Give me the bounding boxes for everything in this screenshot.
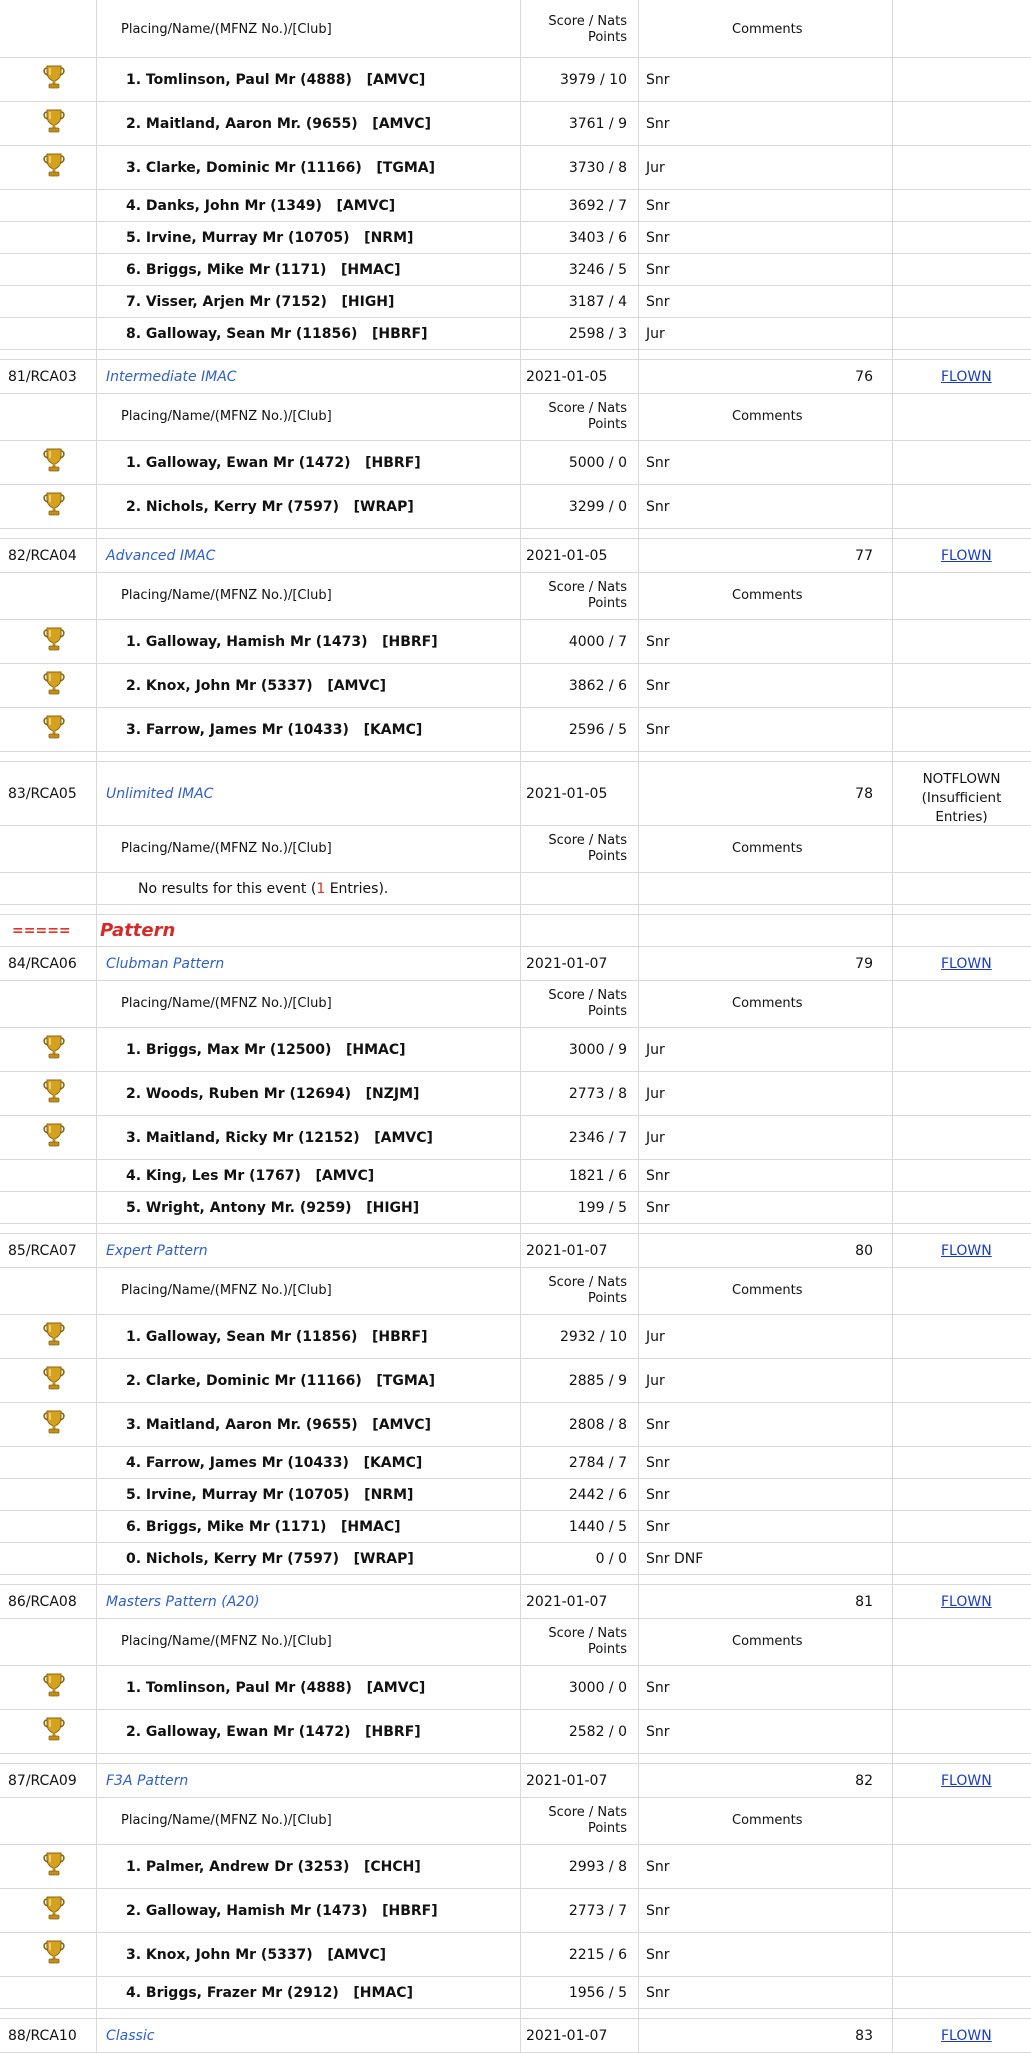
score-value: 3299 / 0 [568, 499, 627, 515]
class-value: Snr [646, 722, 670, 738]
event-row [0, 1764, 1031, 1798]
event-code: 88/RCA10 [8, 2028, 77, 2044]
class-value: Snr [646, 1859, 670, 1875]
class-value: Snr [646, 1947, 670, 1963]
trophy-icon [42, 1895, 66, 1921]
result-row [0, 708, 1031, 752]
comments-column-label: Comments [732, 996, 803, 1011]
event-title-link[interactable]: Clubman Pattern [106, 956, 225, 972]
result-row [0, 102, 1031, 146]
competitor-name: 8. Galloway, Sean Mr (11856) [HBRF] [126, 326, 428, 342]
score-value: 2932 / 10 [559, 1329, 627, 1345]
competitor-name: 7. Visser, Arjen Mr (7152) [HIGH] [126, 294, 395, 310]
competitor-name: 4. Farrow, James Mr (10433) [KAMC] [126, 1455, 423, 1471]
competitor-name: 4. King, Les Mr (1767) [AMVC] [126, 1168, 375, 1184]
score-value: 2598 / 3 [568, 326, 627, 342]
competitor-name: 1. Briggs, Max Mr (12500) [HMAC] [126, 1042, 406, 1058]
score-value: 2773 / 7 [568, 1903, 627, 1919]
result-row [0, 1479, 1031, 1511]
score-column-label [517, 14, 627, 46]
result-row [0, 318, 1031, 350]
score-label-line-1: Score / Nats [548, 401, 627, 416]
score-label-line-2: Points [587, 1642, 627, 1657]
trophy-icon [42, 64, 66, 90]
event-number: 80 [855, 1243, 873, 1259]
comments-column-label: Comments [732, 841, 803, 856]
flown-link[interactable]: FLOWN [941, 1773, 992, 1789]
result-row [0, 222, 1031, 254]
comments-column-label: Comments [732, 588, 803, 603]
event-date: 2021-01-05 [526, 548, 608, 564]
class-value: Snr [646, 1519, 670, 1535]
column-header-row [0, 1798, 1031, 1845]
event-title-link[interactable]: Masters Pattern (A20) [106, 1594, 260, 1610]
event-code: 83/RCA05 [8, 786, 77, 802]
event-date: 2021-01-07 [526, 956, 608, 972]
event-title-link[interactable]: F3A Pattern [106, 1773, 189, 1789]
class-value: Jur [646, 1086, 665, 1102]
placing-column-label: Placing/Name/(MFNZ No.)/[Club] [121, 1283, 332, 1298]
flown-link[interactable]: FLOWN [941, 369, 992, 385]
result-row [0, 1359, 1031, 1403]
comments-column-label: Comments [732, 1634, 803, 1649]
class-value: Snr [646, 1455, 670, 1471]
score-value: 5000 / 0 [568, 455, 627, 471]
class-value: Snr [646, 294, 670, 310]
event-code: 81/RCA03 [8, 369, 77, 385]
result-row [0, 1160, 1031, 1192]
comments-column-label: Comments [732, 1283, 803, 1298]
class-value: Snr [646, 1487, 670, 1503]
competitor-name: 2. Maitland, Aaron Mr. (9655) [AMVC] [126, 116, 431, 132]
competitor-name: 4. Danks, John Mr (1349) [AMVC] [126, 198, 396, 214]
competitor-name: 1. Galloway, Sean Mr (11856) [HBRF] [126, 1329, 428, 1345]
event-status [892, 770, 1031, 827]
score-label-line-2: Points [587, 596, 627, 611]
competitor-name: 1. Palmer, Andrew Dr (3253) [CHCH] [126, 1859, 421, 1875]
score-value: 2773 / 8 [568, 1086, 627, 1102]
result-row [0, 1028, 1031, 1072]
column-header-row [0, 1619, 1031, 1666]
event-code: 84/RCA06 [8, 956, 77, 972]
trophy-icon [42, 1851, 66, 1877]
class-value: Snr [646, 230, 670, 246]
result-row [0, 1666, 1031, 1710]
no-results-message [138, 881, 388, 897]
result-row [0, 1889, 1031, 1933]
score-value: 3862 / 6 [568, 678, 627, 694]
class-value: Jur [646, 326, 665, 342]
class-value: Snr [646, 455, 670, 471]
trophy-icon [42, 1365, 66, 1391]
class-value: Snr DNF [646, 1551, 704, 1567]
competitor-name: 2. Knox, John Mr (5337) [AMVC] [126, 678, 386, 694]
event-date: 2021-01-07 [526, 2028, 608, 2044]
event-number: 78 [855, 786, 873, 802]
result-row [0, 1116, 1031, 1160]
event-date: 2021-01-07 [526, 1773, 608, 1789]
placing-column-label: Placing/Name/(MFNZ No.)/[Club] [121, 588, 332, 603]
trophy-icon [42, 1321, 66, 1347]
class-value: Snr [646, 1680, 670, 1696]
trophy-icon [42, 1409, 66, 1435]
competitor-name: 5. Wright, Antony Mr. (9259) [HIGH] [126, 1200, 420, 1216]
placing-column-label: Placing/Name/(MFNZ No.)/[Club] [121, 409, 332, 424]
class-value: Snr [646, 116, 670, 132]
event-row [0, 539, 1031, 573]
flown-link[interactable]: FLOWN [941, 2028, 992, 2044]
event-row [0, 1234, 1031, 1268]
score-value: 2885 / 9 [568, 1373, 627, 1389]
competitor-name: 2. Galloway, Hamish Mr (1473) [HBRF] [126, 1903, 438, 1919]
column-header-row [0, 826, 1031, 873]
score-label-line-1: Score / Nats [548, 833, 627, 848]
event-number: 77 [855, 548, 873, 564]
competitor-name: 2. Galloway, Ewan Mr (1472) [HBRF] [126, 1724, 421, 1740]
event-date: 2021-01-07 [526, 1594, 608, 1610]
class-value: Jur [646, 1130, 665, 1146]
score-value: 1440 / 5 [568, 1519, 627, 1535]
no-results-pre: No results for this event ( [138, 881, 317, 897]
score-value: 3730 / 8 [568, 160, 627, 176]
result-row [0, 441, 1031, 485]
score-value: 2215 / 6 [568, 1947, 627, 1963]
score-value: 3246 / 5 [568, 262, 627, 278]
event-title-link[interactable]: Expert Pattern [106, 1243, 208, 1259]
trophy-icon [42, 670, 66, 696]
placing-column-label: Placing/Name/(MFNZ No.)/[Club] [121, 22, 332, 37]
result-row [0, 664, 1031, 708]
event-title-link[interactable]: Intermediate IMAC [106, 369, 237, 385]
competitor-name: 4. Briggs, Frazer Mr (2912) [HMAC] [126, 1985, 413, 2001]
event-title-link[interactable]: Unlimited IMAC [106, 786, 214, 802]
competitor-name: 6. Briggs, Mike Mr (1171) [HMAC] [126, 1519, 401, 1535]
score-label-line-1: Score / Nats [548, 1805, 627, 1820]
event-code: 85/RCA07 [8, 1243, 77, 1259]
trophy-icon [42, 491, 66, 517]
result-row [0, 1447, 1031, 1479]
score-value: 0 / 0 [595, 1551, 627, 1567]
score-label-line-2: Points [587, 1004, 627, 1019]
result-row [0, 1710, 1031, 1754]
flown-link[interactable]: FLOWN [941, 1243, 992, 1259]
score-value: 2596 / 5 [568, 722, 627, 738]
score-label-line-2: Points [587, 849, 627, 864]
score-column-label [517, 1275, 627, 1307]
trophy-icon [42, 108, 66, 134]
trophy-icon [42, 1078, 66, 1104]
result-row [0, 1933, 1031, 1977]
competitor-name: 2. Woods, Ruben Mr (12694) [NZJM] [126, 1086, 420, 1102]
class-value: Snr [646, 499, 670, 515]
trophy-icon [42, 1672, 66, 1698]
score-value: 2346 / 7 [568, 1130, 627, 1146]
flown-link[interactable]: FLOWN [941, 548, 992, 564]
score-value: 3761 / 9 [568, 116, 627, 132]
section-title: Pattern [100, 920, 176, 941]
class-value: Jur [646, 1373, 665, 1389]
class-value: Snr [646, 1417, 670, 1433]
score-label-line-2: Points [587, 1291, 627, 1306]
event-title-link[interactable]: Advanced IMAC [106, 548, 216, 564]
trophy-icon [42, 714, 66, 740]
competitor-name: 1. Tomlinson, Paul Mr (4888) [AMVC] [126, 1680, 426, 1696]
placing-column-label: Placing/Name/(MFNZ No.)/[Club] [121, 996, 332, 1011]
class-value: Snr [646, 678, 670, 694]
event-date: 2021-01-05 [526, 369, 608, 385]
comments-column-label: Comments [732, 22, 803, 37]
trophy-icon [42, 626, 66, 652]
result-row [0, 1403, 1031, 1447]
class-value: Snr [646, 1168, 670, 1184]
score-value: 3979 / 10 [559, 72, 627, 88]
trophy-icon [42, 1034, 66, 1060]
score-value: 3403 / 6 [568, 230, 627, 246]
placing-column-label: Placing/Name/(MFNZ No.)/[Club] [121, 1634, 332, 1649]
event-row [0, 947, 1031, 981]
score-column-label [517, 580, 627, 612]
class-value: Jur [646, 1042, 665, 1058]
placing-column-label: Placing/Name/(MFNZ No.)/[Club] [121, 1813, 332, 1828]
no-results-row [0, 873, 1031, 905]
event-row [0, 1585, 1031, 1619]
score-column-label [517, 1805, 627, 1837]
score-value: 199 / 5 [577, 1200, 627, 1216]
score-label-line-1: Score / Nats [548, 988, 627, 1003]
score-label-line-2: Points [587, 1821, 627, 1836]
no-results-post: Entries). [325, 881, 389, 897]
result-row [0, 1511, 1031, 1543]
event-number: 82 [855, 1773, 873, 1789]
event-number: 79 [855, 956, 873, 972]
result-row [0, 485, 1031, 529]
result-row [0, 620, 1031, 664]
spacer-row [0, 350, 1031, 360]
class-value: Snr [646, 1903, 670, 1919]
class-value: Snr [646, 1724, 670, 1740]
column-header-row [0, 0, 1031, 58]
spacer-row [0, 1575, 1031, 1585]
event-code: 86/RCA08 [8, 1594, 77, 1610]
score-value: 4000 / 7 [568, 634, 627, 650]
competitor-name: 2. Clarke, Dominic Mr (11166) [TGMA] [126, 1373, 435, 1389]
result-row [0, 1845, 1031, 1889]
class-value: Snr [646, 72, 670, 88]
score-label-line-1: Score / Nats [548, 14, 627, 29]
spacer-row [0, 905, 1031, 915]
competitor-name: 3. Maitland, Aaron Mr. (9655) [AMVC] [126, 1417, 431, 1433]
score-value: 2442 / 6 [568, 1487, 627, 1503]
score-label-line-1: Score / Nats [548, 1626, 627, 1641]
competitor-name: 3. Maitland, Ricky Mr (12152) [AMVC] [126, 1130, 433, 1146]
score-value: 2808 / 8 [568, 1417, 627, 1433]
competitor-name: 5. Irvine, Murray Mr (10705) [NRM] [126, 1487, 414, 1503]
result-row [0, 286, 1031, 318]
spacer-row [0, 529, 1031, 539]
column-header-row [0, 981, 1031, 1028]
score-column-label [517, 1626, 627, 1658]
column-header-row [0, 1268, 1031, 1315]
class-value: Jur [646, 1329, 665, 1345]
event-row [0, 2019, 1031, 2053]
score-value: 3000 / 9 [568, 1042, 627, 1058]
result-row [0, 1977, 1031, 2009]
score-value: 2993 / 8 [568, 1859, 627, 1875]
result-row [0, 190, 1031, 222]
score-value: 2582 / 0 [568, 1724, 627, 1740]
result-row [0, 58, 1031, 102]
competitor-name: 5. Irvine, Murray Mr (10705) [NRM] [126, 230, 414, 246]
event-number: 81 [855, 1594, 873, 1610]
trophy-icon [42, 447, 66, 473]
class-value: Snr [646, 198, 670, 214]
event-date: 2021-01-05 [526, 786, 608, 802]
result-row [0, 1315, 1031, 1359]
class-value: Snr [646, 634, 670, 650]
event-row [0, 360, 1031, 394]
event-code: 82/RCA04 [8, 548, 77, 564]
result-row [0, 1192, 1031, 1224]
entries-count: 1 [316, 881, 326, 897]
event-row [0, 762, 1031, 826]
score-column-label [517, 833, 627, 865]
class-value: Snr [646, 1985, 670, 2001]
status-line: (Insufficient [921, 790, 1002, 806]
spacer-row [0, 1224, 1031, 1234]
score-column-label [517, 401, 627, 433]
score-value: 3000 / 0 [568, 1680, 627, 1696]
trophy-icon [42, 152, 66, 178]
class-value: Snr [646, 262, 670, 278]
section-marker: ===== [12, 923, 71, 939]
competitor-name: 3. Clarke, Dominic Mr (11166) [TGMA] [126, 160, 435, 176]
event-code: 87/RCA09 [8, 1773, 77, 1789]
comments-column-label: Comments [732, 409, 803, 424]
spacer-row [0, 752, 1031, 762]
status-line: Entries) [935, 809, 988, 825]
competitor-name: 0. Nichols, Kerry Mr (7597) [WRAP] [126, 1551, 414, 1567]
score-value: 3692 / 7 [568, 198, 627, 214]
trophy-icon [42, 1716, 66, 1742]
column-header-row [0, 394, 1031, 441]
competitor-name: 1. Galloway, Hamish Mr (1473) [HBRF] [126, 634, 438, 650]
section-header-row [0, 915, 1031, 947]
spacer-row [0, 2009, 1031, 2019]
event-date: 2021-01-07 [526, 1243, 608, 1259]
status-line: NOTFLOWN [922, 771, 1001, 787]
score-column-label [517, 988, 627, 1020]
placing-column-label: Placing/Name/(MFNZ No.)/[Club] [121, 841, 332, 856]
score-label-line-2: Points [587, 30, 627, 45]
result-row [0, 1543, 1031, 1575]
comments-column-label: Comments [732, 1813, 803, 1828]
score-label-line-1: Score / Nats [548, 1275, 627, 1290]
spacer-row [0, 1754, 1031, 1764]
trophy-icon [42, 1939, 66, 1965]
competitor-name: 3. Farrow, James Mr (10433) [KAMC] [126, 722, 423, 738]
event-title-link[interactable]: Classic [106, 2028, 155, 2044]
trophy-icon [42, 1122, 66, 1148]
event-number: 76 [855, 369, 873, 385]
competitor-name: 1. Tomlinson, Paul Mr (4888) [AMVC] [126, 72, 426, 88]
result-row [0, 1072, 1031, 1116]
competitor-name: 3. Knox, John Mr (5337) [AMVC] [126, 1947, 386, 1963]
score-value: 2784 / 7 [568, 1455, 627, 1471]
score-label-line-1: Score / Nats [548, 580, 627, 595]
score-value: 1821 / 6 [568, 1168, 627, 1184]
competitor-name: 1. Galloway, Ewan Mr (1472) [HBRF] [126, 455, 421, 471]
competitor-name: 2. Nichols, Kerry Mr (7597) [WRAP] [126, 499, 414, 515]
score-value: 1956 / 5 [568, 1985, 627, 2001]
flown-link[interactable]: FLOWN [941, 1594, 992, 1610]
result-row [0, 254, 1031, 286]
event-number: 83 [855, 2028, 873, 2044]
competitor-name: 6. Briggs, Mike Mr (1171) [HMAC] [126, 262, 401, 278]
score-label-line-2: Points [587, 417, 627, 432]
flown-link[interactable]: FLOWN [941, 956, 992, 972]
class-value: Jur [646, 160, 665, 176]
score-value: 3187 / 4 [568, 294, 627, 310]
class-value: Snr [646, 1200, 670, 1216]
column-header-row [0, 573, 1031, 620]
result-row [0, 146, 1031, 190]
